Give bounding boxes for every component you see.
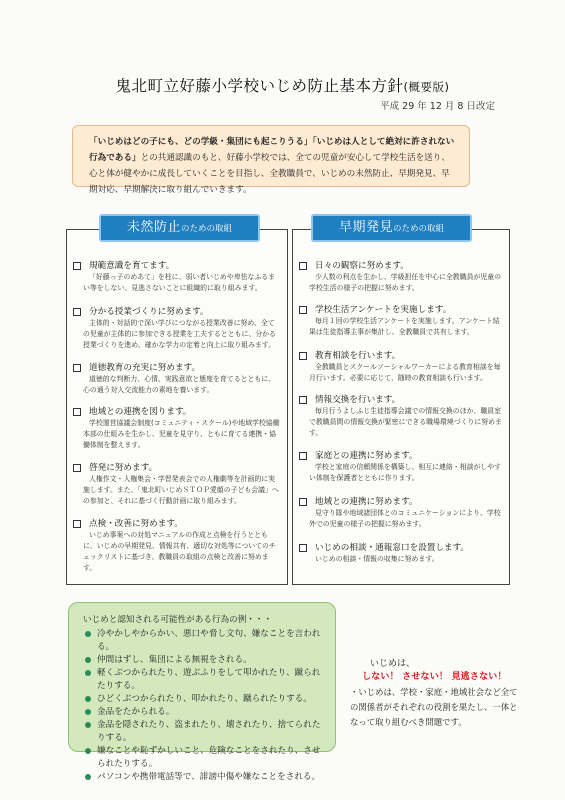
- item-title: 点検・改善に努めます。: [89, 519, 183, 529]
- bullet-icon: [85, 670, 91, 676]
- list-item: 嫌なことや恥ずかしいこと、危険なことをされたり、させられたりする。: [83, 745, 327, 771]
- item-desc: 全教職員とスクールソーシャルワーカーによる教育相談を毎月行います。必要に応じて、随時の教育相談も行います。: [309, 363, 501, 382]
- list-item: [293, 496, 509, 530]
- examples-title: いじめと認知される可能性がある行為の例・・・: [83, 615, 273, 625]
- item-desc: 道徳的な判断力、心情、実践意欲と態度を育てるとともに、心の通う対人交流能力の素地を養います。: [83, 375, 276, 394]
- bullet-icon: [85, 696, 91, 702]
- item-title: 地域との連携に努めます。: [315, 497, 418, 507]
- item-desc: 人権作文・人権集会・学習発表会での人権劇等を計画的に実施します。また、「鬼北町いじめＳＴＯＰ愛顔の子ども会議」への参加と、それに基づく行動計画に取り組みます。: [83, 475, 279, 505]
- intro-quote-1: 「いじめはどの子にも、どの学級・集団にも起こりうる」: [89, 137, 313, 147]
- item-title: 日々の観察に努めます。: [315, 261, 409, 271]
- list-item: [67, 518, 287, 574]
- item-desc: 学校と家庭の信頼関係を構築し、相互に連絡・相談がしやすい体制を保護者とともに作ります。: [309, 463, 502, 482]
- list-item: [293, 542, 509, 565]
- item-desc: 毎月１回の学校生活アンケートを実施します。アンケート結果は生徒指導主事が集計し、全教職員で共有します。: [309, 317, 500, 336]
- bullet-icon: [85, 774, 91, 780]
- list-item: [293, 394, 509, 439]
- item-title: 分かる授業づくりに努めます。: [89, 307, 209, 317]
- checkbox-icon: [73, 408, 81, 416]
- checkbox-icon: [73, 364, 81, 372]
- detection-tab-sub: のための取組: [393, 224, 445, 234]
- page-title-sub: (概要版): [403, 80, 450, 94]
- prevention-tab: [99, 214, 260, 242]
- list-item: 冷やかしやからかい、悪口や脅し文句、嫌なことを言われる。: [83, 628, 327, 654]
- item-title: 家庭との連携に努めます。: [315, 451, 418, 461]
- item-title: 規範意識を育てます。: [89, 261, 175, 271]
- item-desc: 学校運営協議会制度(コミュニティ・スクール)や地域学校協働本部の仕組みを生かし、児童を見守り、ともに育てる連携・協働体制を整えます。: [83, 419, 280, 449]
- bullet-icon: [85, 657, 91, 663]
- checkbox-icon: [299, 262, 307, 270]
- intro-body: との共通認識のもと、好藤小学校では、全ての児童が安心して学校生活を送り、心と体が健やかに成長していくことを目指し、全教職員で、いじめの未然防止、早期発見、早期対応、早期解決に取り組んでいきます。: [89, 153, 450, 195]
- item-title: いじめの相談・通報窓口を設置します。: [315, 543, 470, 553]
- slogan-lead: いじめは、: [370, 659, 416, 669]
- page-title-main: 鬼北町立好藤小学校いじめ防止基本方針: [115, 77, 404, 95]
- item-title: 道徳教育の充実に努めます。: [89, 363, 201, 373]
- prevention-tab-sub: のための取組: [181, 224, 233, 234]
- list-item: 金品をたかられる。: [83, 706, 327, 719]
- list-item: [293, 304, 509, 338]
- checkbox-icon: [299, 452, 307, 460]
- bullet-icon: [85, 709, 91, 715]
- slogan-note: ・いじめは、学校・家庭・地域社会など全ての関係者がそれぞれの役割を果たし、一体となって取り組むべき問題です。: [350, 687, 518, 727]
- checkbox-icon: [73, 520, 81, 528]
- checkbox-icon: [73, 308, 81, 316]
- checkbox-icon: [299, 544, 307, 552]
- checkbox-icon: [73, 464, 81, 472]
- checkbox-icon: [299, 498, 307, 506]
- list-item: [293, 350, 509, 384]
- bullet-icon: [85, 748, 91, 754]
- bullet-icon: [85, 631, 91, 637]
- list-item: [67, 406, 287, 451]
- item-title: 地域との連携を図ります。: [89, 407, 192, 417]
- item-desc: 少人数の利点を生かし、学級担任を中心に全教職員が児童の学校生活の様子の把握に努めます。: [309, 273, 502, 292]
- bullying-examples-box: [68, 602, 336, 782]
- checkbox-icon: [299, 352, 307, 360]
- item-title: 啓発に努めます。: [89, 463, 158, 473]
- intro-quote-2: 「いじめは人として絶対に許されない行為である」: [89, 137, 455, 163]
- prevention-panel: [66, 229, 288, 585]
- checkbox-icon: [73, 262, 81, 270]
- slogan-red: しない！ させない！ 見逃さない！: [362, 672, 507, 682]
- item-desc: 主体的・対話的で深い学びにつながる授業改善に努め、全ての児童が主体的に参加できる授業を工夫するとともに、分かる授業づくりを進め、確かな学力の定着と向上に取り組みます。: [83, 319, 276, 349]
- list-item: 仲間はずし、集団による無視をされる。: [83, 654, 327, 667]
- list-item: [67, 306, 287, 351]
- list-item: 金品を隠されたり、盗まれたり、壊されたり、捨てられたりする。: [83, 719, 327, 745]
- list-item: ひどくぶつかられたり、叩かれたり、蹴られたりする。: [83, 693, 327, 706]
- list-item: [67, 362, 287, 396]
- item-title: 情報交換を行います。: [315, 395, 401, 405]
- bullet-icon: [85, 722, 91, 728]
- checkbox-icon: [299, 306, 307, 314]
- detection-panel: [292, 229, 510, 585]
- list-item: [67, 260, 287, 294]
- page-title: [0, 74, 565, 96]
- detection-tab-main: 早期発見: [338, 220, 393, 235]
- list-item: [293, 260, 509, 294]
- item-title: 学校生活アンケートを実施します。: [315, 305, 452, 315]
- intro-box: [72, 125, 470, 195]
- item-desc: 毎月行うよしふじ生徒指導会議での情報交換のほか、職員室で教職員間の情報交換が緊密にできる職場環境づくりに努めます。: [309, 407, 502, 437]
- list-item: 軽くぶつかられたり、遊ぶふりをして叩かれたり、蹴られたりする。: [83, 667, 327, 693]
- revision-date: 平成 29 年 12 月 8 日改定: [380, 101, 495, 112]
- item-desc: 見守り隊や地域諸団体とのコミュニケーションにより、学校外での児童の様子の把握に努めます。: [309, 509, 501, 528]
- list-item: [67, 462, 287, 507]
- item-desc: いじめの相談・情報の収集に努めます。: [315, 555, 439, 563]
- detection-tab: [311, 214, 472, 242]
- prevention-tab-main: 未然防止: [126, 220, 181, 235]
- item-desc: 「好藤っ子のめあて」を柱に、弱い者いじめや卑怯なふるまい等をしない、見逃さないことに組織的に取り組みます。: [83, 273, 276, 292]
- list-item: パソコンや携帯電話等で、誹謗中傷や嫌なことをされる。: [83, 771, 327, 784]
- checkbox-icon: [299, 396, 307, 404]
- item-title: 教育相談を行います。: [315, 351, 401, 361]
- list-item: [293, 450, 509, 484]
- item-desc: いじめ事案への対処マニュアルの作成と点検を行うとともに、いじめの早期発見、情報共有、適切な対処等についてのチェックリストに基づき、教職員の取組の点検と改善に努めます。: [83, 531, 276, 572]
